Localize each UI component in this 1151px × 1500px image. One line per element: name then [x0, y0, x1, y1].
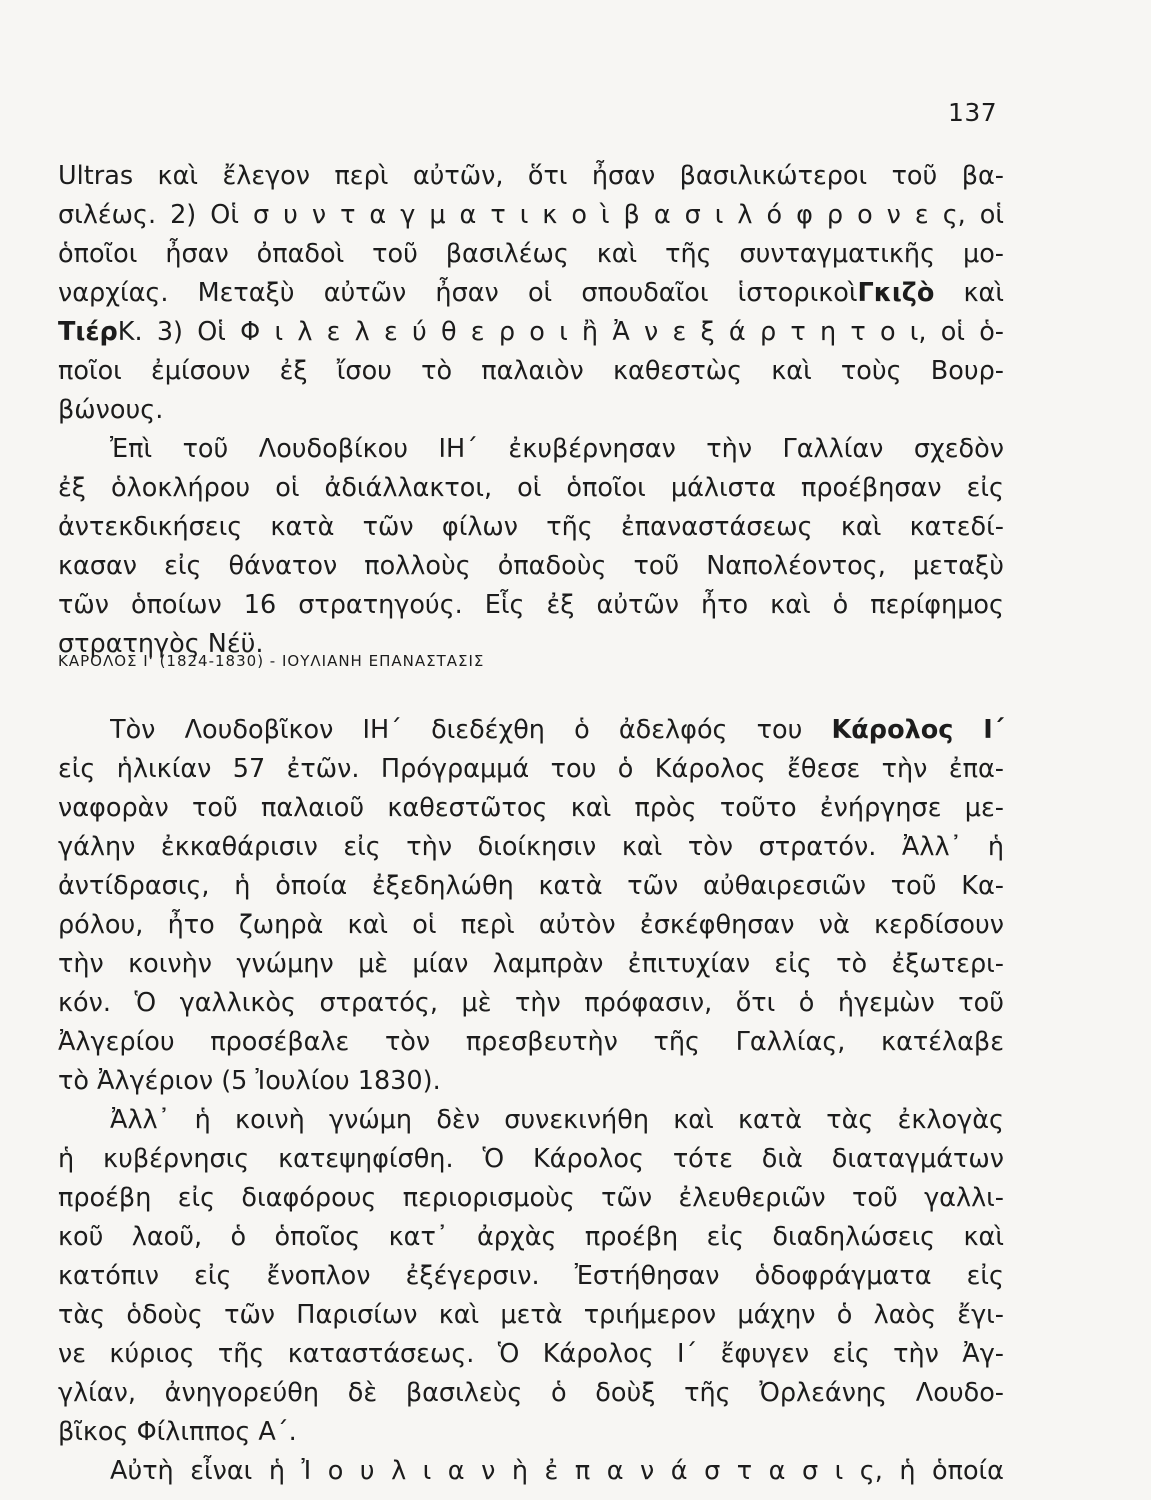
- text-line: κοῦ λαοῦ, ὁ ὁποῖος κατ᾽ ἀρχὰς προέβη εἰς διαδηλώσεις καὶ: [58, 1222, 1004, 1252]
- text-line: τὸ Ἀλγέριον (5 Ἰουλίου 1830).: [58, 1066, 441, 1096]
- text-line: στρατηγὸς Νέϋ.: [58, 629, 264, 659]
- text-line: ἐξ ὁλοκλήρου οἱ ἀδιάλλακτοι, οἱ ὁποῖοι μάλιστα προέβησαν εἰς: [58, 473, 1004, 503]
- text-line: [58, 275, 1004, 311]
- text-line: τὰς ὁδοὺς τῶν Παρισίων καὶ μετὰ τριήμερον μάχην ὁ λαὸς ἔγι-: [58, 1300, 1004, 1330]
- text-line: ἡ κυβέρνησις κατεψηφίσθη. Ὁ Κάρολος τότε διὰ διαταγμάτων: [58, 1144, 1004, 1174]
- text-line: ἀντεκδικήσεις κατὰ τῶν φίλων τῆς ἐπαναστάσεως καὶ κατεδί-: [58, 512, 1004, 542]
- text-line: ὁποῖοι ἦσαν ὀπαδοὶ τοῦ βασιλέως καὶ τῆς συνταγματικῆς μο-: [58, 239, 1004, 269]
- bold-name-karolos: Κάρολος Ι΄: [831, 715, 1004, 745]
- text-fragment: Τὸν Λουδοβῖκον ΙΗ΄ διεδέχθη ὁ ἀδελφός του: [110, 715, 803, 745]
- text-line: τὴν κοινὴν γνώμην μὲ μίαν λαμπρὰν ἐπιτυχίαν εἰς τὸ ἐξωτερι-: [58, 949, 1004, 979]
- text-line: κατόπιν εἰς ἔνοπλον ἐξέγερσιν. Ἐστήθησαν ὁδοφράγματα εἰς: [58, 1261, 1004, 1291]
- bold-name-tier: Τιέρ: [58, 317, 118, 347]
- text-fragment: καὶ: [934, 278, 1004, 308]
- text-line: κασαν εἰς θάνατον πολλοὺς ὀπαδοὺς τοῦ Ναπολέοντος, μεταξὺ: [58, 551, 1004, 581]
- text-line: νε κύριος τῆς καταστάσεως. Ὁ Κάρολος Ι΄ ἔφυγεν εἰς τὴν Ἀγ-: [58, 1339, 1004, 1369]
- text-line: κόν. Ὁ γαλλικὸς στρατός, μὲ τὴν πρόφασιν, ὅτι ὁ ἡγεμὼν τοῦ: [58, 988, 1004, 1018]
- text-line: Ἀλλ᾽ ἡ κοινὴ γνώμη δὲν συνεκινήθη καὶ κατὰ τὰς ἐκλογὰς: [110, 1105, 1004, 1135]
- text-line: εἰς ἡλικίαν 57 ἐτῶν. Πρόγραμμά του ὁ Κάρολος ἔθεσε τὴν ἐπα-: [58, 754, 1004, 784]
- text-line: ἀντίδρασις, ἡ ὁποία ἐξεδηλώθη κατὰ τῶν αὐθαιρεσιῶν τοῦ Κα-: [58, 871, 1004, 901]
- text-line: Ἀλγερίου προσέβαλε τὸν πρεσβευτὴν τῆς Γαλλίας, κατέλαβε: [58, 1027, 1004, 1057]
- page-number: 137: [948, 98, 998, 127]
- text-fragment: ναρχίας. Μεταξὺ αὐτῶν ἦσαν οἱ σπουδαῖοι ἱστορικοὶ: [58, 278, 858, 308]
- text-line: ναφορὰν τοῦ παλαιοῦ καθεστῶτος καὶ πρὸς τοῦτο ἐνήργησε με-: [58, 793, 1004, 823]
- text-line: Ἐπὶ τοῦ Λουδοβίκου ΙΗ΄ ἐκυβέρνησαν τὴν Γαλλίαν σχεδὸν: [110, 434, 1004, 464]
- text-line: προέβη εἰς διαφόρους περιορισμοὺς τῶν ἐλευθεριῶν τοῦ γαλλι-: [58, 1183, 1004, 1213]
- text-line: γλίαν, ἀνηγορεύθη δὲ βασιλεὺς ὁ δοὺξ τῆς Ὀρλεάνης Λουδο-: [58, 1378, 1004, 1408]
- text-line: [110, 712, 1004, 748]
- section-heading: ΚΑΡΟΛΟΣ Ι' (1824-1830) - ΙΟΥΛΙΑΝΗ ΕΠΑΝΑΣΤΑΣΙΣ: [58, 652, 485, 670]
- text-line: Αὐτὴ εἶναι ἡ Ἰ ο υ λ ι α ν ὴ ἐ π α ν ά σ τ α σ ι ς, ἡ ὁποία: [110, 1456, 1004, 1486]
- text-line: σιλέως. 2) Οἱ σ υ ν τ α γ μ α τ ι κ ο ὶ β α σ ι λ ό φ ρ ο ν ε ς, οἱ: [58, 200, 1004, 230]
- text-line: βῖκος Φίλιππος Α΄.: [58, 1417, 297, 1447]
- bold-name-gkizo: Γκιζὸ: [857, 278, 935, 308]
- text-line: γάλην ἐκκαθάρισιν εἰς τὴν διοίκησιν καὶ τὸν στρατόν. Ἀλλ᾽ ἡ: [58, 832, 1004, 862]
- text-line: ρόλου, ἦτο ζωηρὰ καὶ οἱ περὶ αὐτὸν ἐσκέφθησαν νὰ κερδίσουν: [58, 910, 1004, 940]
- text-line: βώνους.: [58, 395, 164, 425]
- text-line: τῶν ὁποίων 16 στρατηγούς. Εἷς ἐξ αὐτῶν ἦτο καὶ ὁ περίφημος: [58, 590, 1004, 620]
- text-line: ποῖοι ἐμίσουν ἐξ ἴσου τὸ παλαιὸν καθεστὼς καὶ τοὺς Βουρ-: [58, 356, 1004, 386]
- text-fragment: Κ. 3) Οἱ Φ ι λ ε λ ε ύ θ ε ρ ο ι ἢ Ἀ ν ε ξ ά ρ τ η τ ο ι, οἱ ὁ-: [117, 317, 1004, 347]
- text-line: Ultras καὶ ἔλεγον περὶ αὐτῶν, ὅτι ἦσαν βασιλικώτεροι τοῦ βα-: [58, 161, 1004, 191]
- text-line: [58, 314, 1004, 350]
